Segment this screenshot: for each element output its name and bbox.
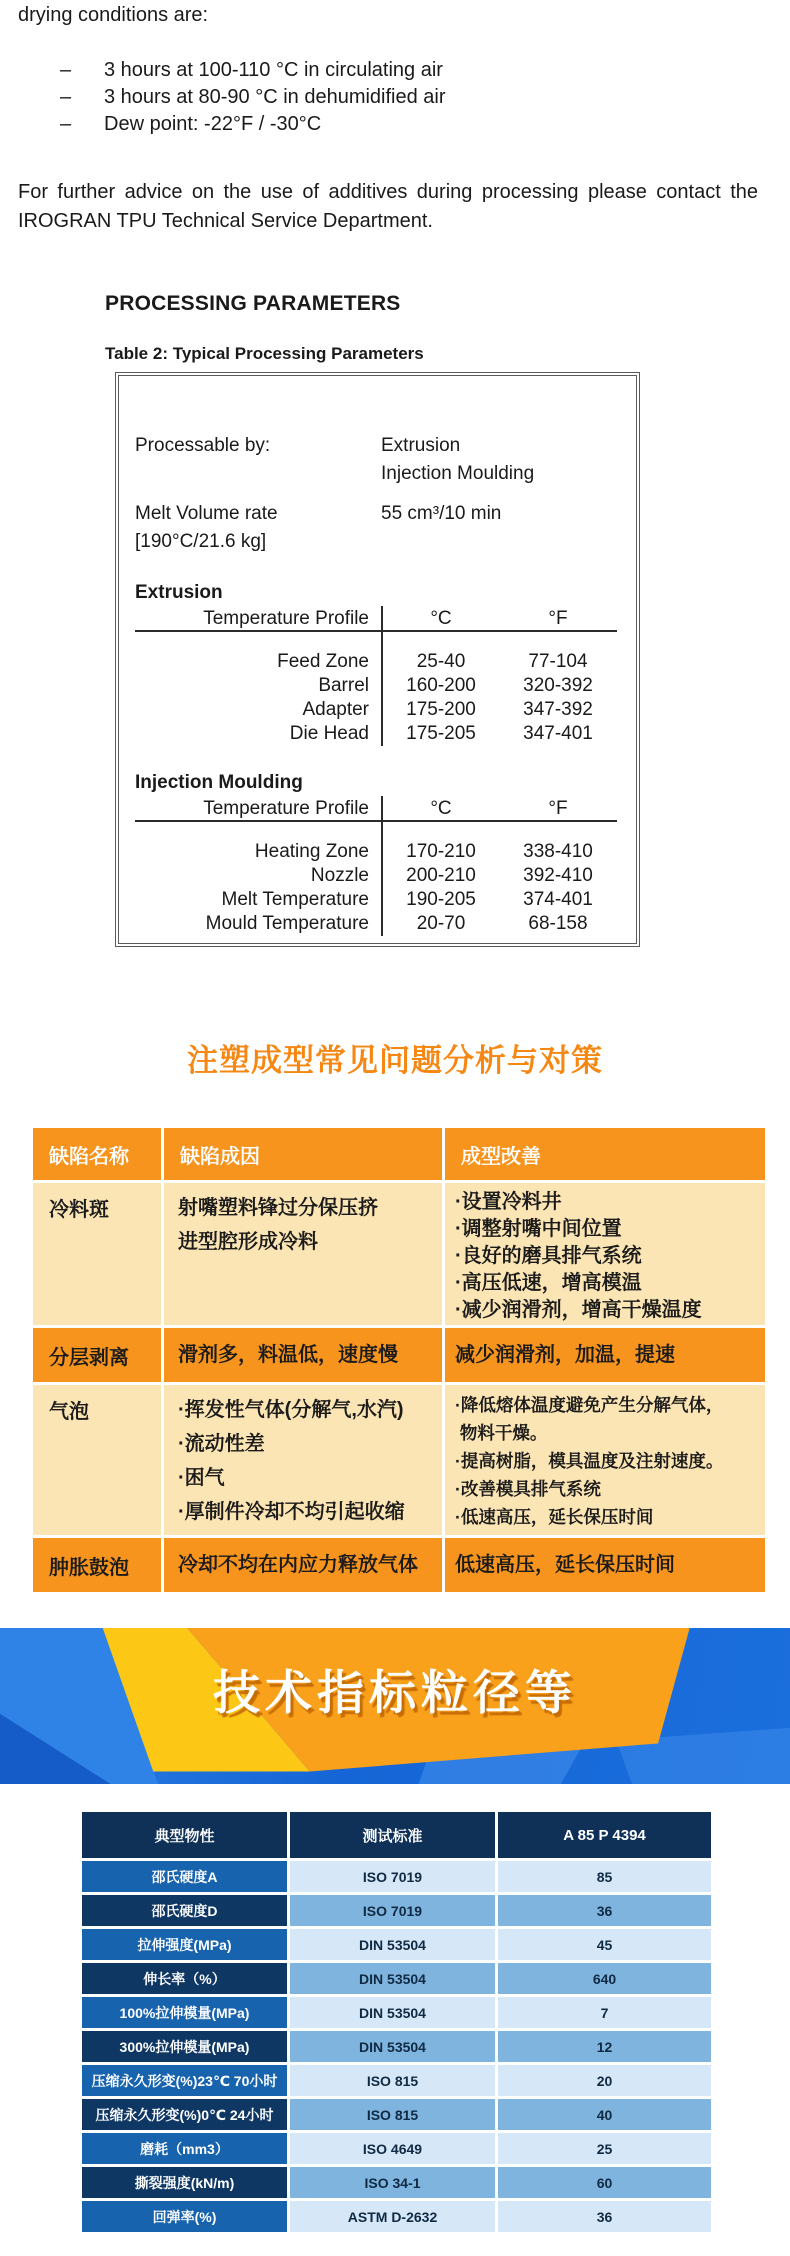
defect-cause-line: ·困气 xyxy=(178,1467,225,1489)
temp-fahrenheit-value: 392-410 xyxy=(523,865,593,886)
spec-property-cell: 拉伸强度(MPa) xyxy=(82,1929,287,1960)
spec-property-cell: 回弹率(%) xyxy=(82,2201,287,2232)
defect-improve-line: ·提高树脂，模具温度及注射速度。 xyxy=(455,1451,724,1471)
defect-improve-line: ·调整射嘴中间位置 xyxy=(455,1218,622,1240)
spec-value-cell: 45 xyxy=(498,1929,711,1960)
spec-value-cell: 40 xyxy=(498,2099,711,2130)
temp-fahrenheit-value: 347-401 xyxy=(523,723,593,744)
processable-by-row xyxy=(135,432,636,488)
defect-name: 冷料斑 xyxy=(49,1199,109,1221)
spec-column-header: A 85 P 4394 xyxy=(498,1812,711,1858)
grid-spacer xyxy=(381,632,499,650)
processable-by-values xyxy=(381,432,534,488)
spec-value-cell: 7 xyxy=(498,1997,711,2028)
temp-fahrenheit-value: 347-392 xyxy=(523,699,593,720)
melt-volume-label-line: [190°C/21.6 kg] xyxy=(135,531,267,552)
spec-property-cell: 压缩永久形变(%)0℃ 24小时 xyxy=(82,2099,287,2130)
grid-spacer xyxy=(381,822,499,840)
bullet-text: 3 hours at 80-90 °C in dehumidified air xyxy=(104,86,446,108)
celsius-header: °C xyxy=(381,606,499,632)
spec-table xyxy=(82,1812,705,2232)
defect-cause-line: ·挥发性气体(分解气,水汽) xyxy=(178,1399,404,1421)
spec-property-cell: 伸长率（%） xyxy=(82,1963,287,1994)
temp-celsius-value: 170-210 xyxy=(381,840,499,864)
spec-value-cell: 25 xyxy=(498,2133,711,2164)
bullet-item xyxy=(0,111,790,138)
melt-volume-value: 55 cm³/10 min xyxy=(381,503,502,524)
spec-value-cell: 12 xyxy=(498,2031,711,2062)
spec-standard-cell: ISO 7019 xyxy=(290,1861,495,1892)
temp-celsius-value: 190-205 xyxy=(381,888,499,912)
spec-value-cell: 36 xyxy=(498,2201,711,2232)
defect-name-cell xyxy=(33,1538,161,1592)
temp-celsius-value: 175-200 xyxy=(381,698,499,722)
spec-standard-cell: DIN 53504 xyxy=(290,2031,495,2062)
spec-value-cell: 20 xyxy=(498,2065,711,2096)
spec-standard-cell: DIN 53504 xyxy=(290,1963,495,1994)
grid-spacer xyxy=(499,822,617,840)
spec-standard-cell: DIN 53504 xyxy=(290,1997,495,2028)
spec-property-cell: 100%拉伸模量(MPa) xyxy=(82,1997,287,2028)
defect-name: 分层剥离 xyxy=(49,1346,129,1369)
defects-table xyxy=(33,1128,765,1592)
advice-paragraph: For further advice on the use of additives during processing please contact the IROGRAN TPU Technical Service Department. xyxy=(18,181,758,232)
defect-improve-cell xyxy=(445,1183,765,1325)
temp-fahrenheit-value: 338-410 xyxy=(523,841,593,862)
defect-improve-line: 物料干燥。 xyxy=(455,1423,548,1443)
spec-value-cell: 85 xyxy=(498,1861,711,1892)
bullet-text: Dew point: -22°F / -30°C xyxy=(104,113,322,135)
pt-section-title: Extrusion xyxy=(135,582,223,603)
temp-celsius-value: 25-40 xyxy=(381,650,499,674)
processing-parameters-table xyxy=(115,372,640,947)
spec-value-cell: 60 xyxy=(498,2167,711,2198)
defect-cause-cell xyxy=(164,1183,442,1325)
defect-cause-line: 滑剂多，料温低，速度慢 xyxy=(178,1344,398,1366)
temp-fahrenheit-value: 374-401 xyxy=(523,889,593,910)
temp-row-label: Mould Temperature xyxy=(205,913,369,934)
spec-column-header: 测试标准 xyxy=(290,1812,495,1858)
tech-banner xyxy=(0,1628,790,1784)
bullet-dash: – xyxy=(60,113,72,135)
table-caption: Table 2: Typical Processing Parameters xyxy=(105,344,424,363)
fahrenheit-header: °F xyxy=(499,606,617,632)
defect-improve-line: ·降低熔体温度避免产生分解气体， xyxy=(455,1395,724,1415)
fahrenheit-header: °F xyxy=(499,796,617,822)
defect-improve-cell xyxy=(445,1538,765,1592)
temp-celsius-value: 160-200 xyxy=(381,674,499,698)
pt-section-title: Injection Moulding xyxy=(135,772,303,793)
defect-improve-cell xyxy=(445,1328,765,1382)
melt-volume-row xyxy=(135,500,636,556)
spec-value-cell: 640 xyxy=(498,1963,711,1994)
defect-name-cell xyxy=(33,1183,161,1325)
grid-spacer xyxy=(499,632,617,650)
spec-property-cell: 压缩永久形变(%)23℃ 70小时 xyxy=(82,2065,287,2096)
section-heading: PROCESSING PARAMETERS xyxy=(105,292,401,315)
defect-cause-line: 进型腔形成冷料 xyxy=(178,1231,318,1253)
defect-name-cell xyxy=(33,1328,161,1382)
defect-cause-line: ·厚制件冷却不均引起收缩 xyxy=(178,1501,405,1523)
processable-by-value: Injection Moulding xyxy=(381,463,535,484)
defect-column-header: 成型改善 xyxy=(445,1128,765,1180)
spec-standard-cell: ISO 4649 xyxy=(290,2133,495,2164)
spec-standard-cell: ISO 34-1 xyxy=(290,2167,495,2198)
spec-value-cell: 36 xyxy=(498,1895,711,1926)
defect-name-cell xyxy=(33,1385,161,1535)
defect-name: 气泡 xyxy=(49,1401,89,1423)
defect-cause-line: 冷却不均在内应力释放气体 xyxy=(178,1554,418,1576)
temp-row-label: Melt Temperature xyxy=(221,889,369,910)
grid-spacer xyxy=(135,822,381,840)
temp-row-label: Die Head xyxy=(289,723,369,744)
temp-profile-header: Temperature Profile xyxy=(135,796,381,822)
melt-volume-label xyxy=(135,500,381,556)
defect-improve-line: 低速高压，延长保压时间 xyxy=(455,1553,675,1576)
defect-improve-line: ·低速高压，延长保压时间 xyxy=(455,1507,654,1527)
temp-row-label: Adapter xyxy=(302,699,369,720)
spec-property-cell: 邵氏硬度D xyxy=(82,1895,287,1926)
temp-row-label: Heating Zone xyxy=(254,841,369,862)
defect-cause-line: ·流动性差 xyxy=(178,1433,265,1455)
defect-improve-line: ·减少润滑剂，增高干燥温度 xyxy=(455,1299,702,1321)
temp-row-label: Feed Zone xyxy=(277,651,369,672)
bullet-item xyxy=(0,84,790,111)
bullet-dash: – xyxy=(60,59,72,81)
defect-column-header: 缺陷成因 xyxy=(164,1128,442,1180)
temp-celsius-value: 20-70 xyxy=(381,912,499,936)
defect-improve-line: ·设置冷料井 xyxy=(455,1191,562,1213)
temp-row-label: Barrel xyxy=(318,675,369,696)
temp-fahrenheit-value: 68-158 xyxy=(528,913,588,934)
temperature-grid xyxy=(135,796,636,936)
spec-property-cell: 300%拉伸模量(MPa) xyxy=(82,2031,287,2062)
spec-property-cell: 邵氏硬度A xyxy=(82,1861,287,1892)
defect-improve-line: ·高压低速，增高模温 xyxy=(455,1272,642,1294)
defect-improve-cell xyxy=(445,1385,765,1535)
temp-profile-header: Temperature Profile xyxy=(135,606,381,632)
spec-standard-cell: DIN 53504 xyxy=(290,1929,495,1960)
temp-fahrenheit-value: 77-104 xyxy=(528,651,588,672)
intro-line: drying conditions are: xyxy=(18,4,209,26)
bullet-text: 3 hours at 100-110 °C in circulating air xyxy=(104,59,443,81)
celsius-header: °C xyxy=(381,796,499,822)
defect-cause-cell xyxy=(164,1385,442,1535)
temp-fahrenheit-value: 320-392 xyxy=(523,675,593,696)
defect-cause-cell xyxy=(164,1328,442,1382)
bullet-dash: – xyxy=(60,86,72,108)
banner-title: 技术指标粒径等 xyxy=(213,1666,577,1719)
temperature-grid xyxy=(135,606,636,746)
melt-volume-label-line: Melt Volume rate xyxy=(135,503,278,524)
grid-spacer xyxy=(135,632,381,650)
defect-name: 肿胀鼓泡 xyxy=(49,1556,129,1579)
spec-standard-cell: ISO 815 xyxy=(290,2065,495,2096)
pt-sections xyxy=(119,582,636,936)
spec-standard-cell: ISO 815 xyxy=(290,2099,495,2130)
defect-improve-line: 减少润滑剂，加温，提速 xyxy=(455,1343,675,1366)
temp-celsius-value: 175-205 xyxy=(381,722,499,746)
spec-standard-cell: ISO 7019 xyxy=(290,1895,495,1926)
defect-improve-line: ·良好的磨具排气系统 xyxy=(455,1245,642,1267)
processable-by-label: Processable by: xyxy=(135,435,271,456)
spec-property-cell: 撕裂强度(kN/m) xyxy=(82,2167,287,2198)
defects-title: 注塑成型常见问题分析与对策 xyxy=(187,1043,603,1078)
defect-improve-line: ·改善模具排气系统 xyxy=(455,1479,601,1499)
defect-column-header: 缺陷名称 xyxy=(33,1128,161,1180)
temp-row-label: Nozzle xyxy=(310,865,369,886)
defect-cause-cell xyxy=(164,1538,442,1592)
temp-celsius-value: 200-210 xyxy=(381,864,499,888)
bullet-item xyxy=(0,57,790,84)
defect-cause-line: 射嘴塑料锋过分保压挤 xyxy=(178,1197,378,1219)
spec-column-header: 典型物性 xyxy=(82,1812,287,1858)
spec-standard-cell: ASTM D-2632 xyxy=(290,2201,495,2232)
processable-by-value: Extrusion xyxy=(381,435,461,456)
drying-bullet-list xyxy=(0,57,790,138)
spec-property-cell: 磨耗（mm3） xyxy=(82,2133,287,2164)
